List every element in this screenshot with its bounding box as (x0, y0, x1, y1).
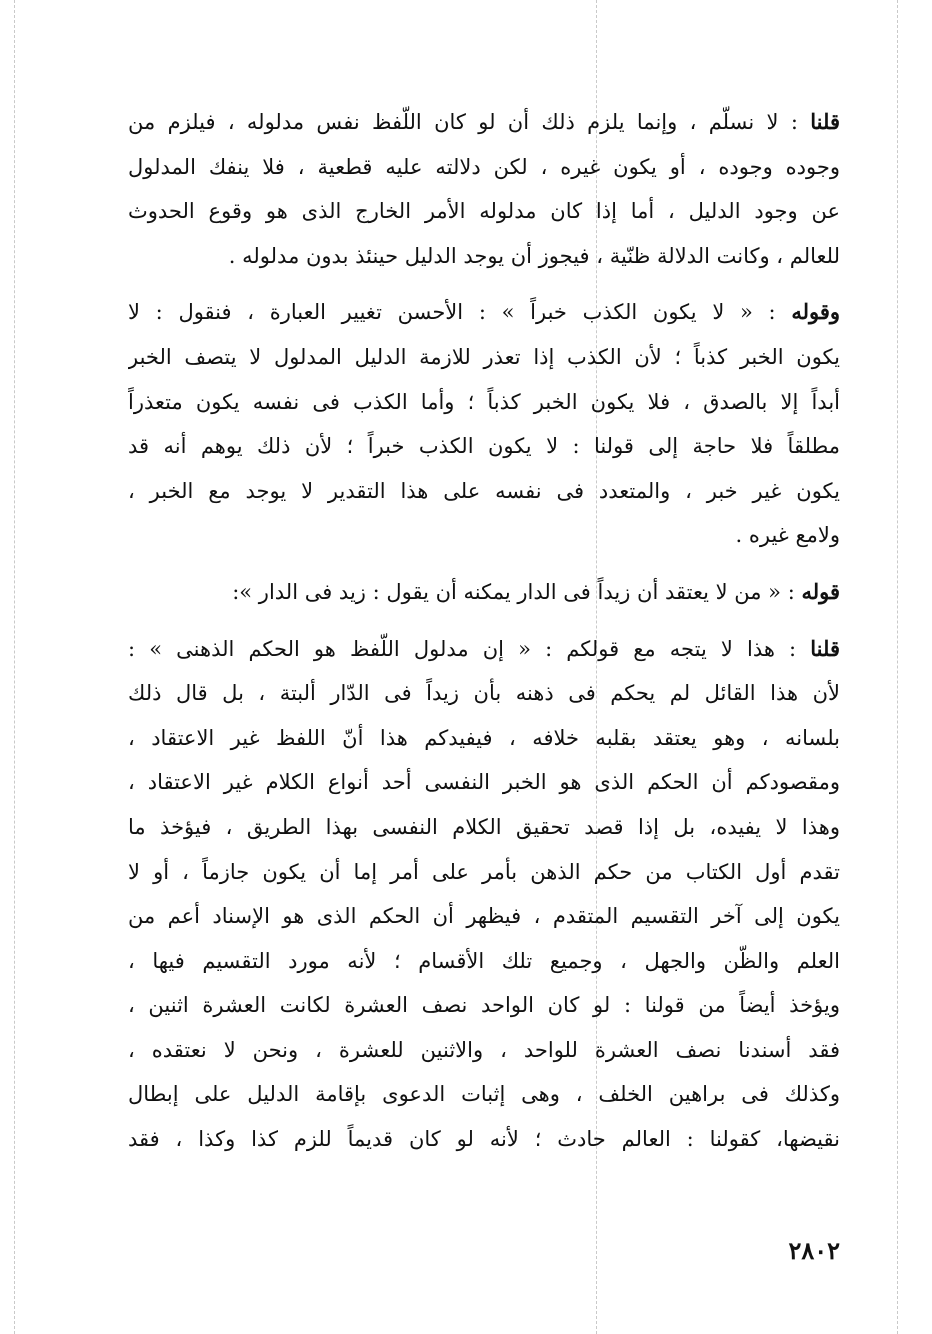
text-line: بلسانه ، وهو يعتقد بقلبه خلافه ، فيفيدكم هذا أنّ اللفظ غير الاعتقاد ، (128, 725, 840, 750)
text-line: ومقصودكم أن الحكم الذى هو الخبر النفسى أحد أنواع الكلام غير الاعتقاد ، (128, 770, 840, 795)
line-text: : لا نسلّم ، وإنما يلزم ذلك أن لو كان اللّفظ نفس مدلوله ، فيلزم من (128, 110, 811, 134)
line-text: : هذا لا يتجه مع قولكم : « إن مدلول اللّفظ هو الحكم الذهنى » : (128, 636, 811, 661)
page-body (128, 100, 840, 1162)
text-line: نقيضها، كقولنا : العالم حادث ؛ لأنه لو كان قديماً للزم كذا وكذا ، فقد (128, 1127, 840, 1152)
page-number: ٢٨٠٢ (788, 1236, 840, 1265)
paragraph-waqawluh (128, 290, 840, 558)
text-line: عن وجود الدليل ، أما إذا كان مدلوله الأمر الخارج الذى هو وقوع الحدوث (128, 199, 840, 224)
text-line: يكون غير خبر ، والمتعدد فى نفسه على هذا التقدير لا يوجد مع الخبر ، (128, 478, 840, 503)
text-line: أبداً إلا بالصدق ، فلا يكون الخبر كذباً ؛ وأما الكذب فى نفسه يكون متعذراً (128, 389, 840, 414)
text-line (128, 290, 840, 335)
line-text: : « لا يكون الكذب خبراً » : الأحسن تغيير العبارة ، فنقول : لا (128, 300, 792, 325)
paragraph-qulna-1 (128, 100, 840, 278)
text-line (128, 627, 840, 672)
text-line: يكون الخبر كذباً ؛ لأن الكذب إذا تعذر للازمة الدليل المدلول لا يتصف الخبر (128, 344, 840, 369)
text-line: يكون إلى آخر التقسيم المتقدم ، فيظهر أن الحكم الذى هو الإسناد أعم من (128, 904, 840, 929)
text-line (128, 100, 840, 145)
text-line: تقدم أول الكتاب من حكم الذهن بأمر على أمر إما أن يكون جازماً ، أو لا (128, 859, 840, 884)
text-line (128, 570, 840, 615)
text-line: مطلقاً فلا حاجة إلى قولنا : لا يكون الكذب خبراً ؛ لأن ذلك يوهم أنه قد (128, 434, 840, 459)
scan-fold-line (897, 0, 898, 1334)
text-line: وكذلك فى براهين الخلف ، وهى إثبات الدعوى بإقامة الدليل على إبطال (128, 1082, 840, 1107)
text-line: وجوده وجوده ، أو يكون غيره ، لكن دلالته عليه قطعية ، فلا ينفك المدلول (128, 154, 840, 179)
scan-fold-line (14, 0, 15, 1334)
line-text: : « من لا يعتقد أن زيداً فى الدار يمكنه أن يقول : زيد فى الدار »: (232, 579, 802, 604)
text-line: ويؤخذ أيضاً من قولنا : لو كان الواحد نصف العشرة لكانت العشرة اثنين ، (128, 993, 840, 1018)
paragraph-lead: قوله (801, 578, 840, 604)
paragraph-lead: وقوله (791, 299, 840, 325)
paragraph-lead: قلنا (810, 635, 840, 661)
text-line: ولامع غيره . (735, 523, 840, 548)
text-line: فقد أسندنا نصف العشرة للواحد ، والاثنين للعشرة ، ونحن لا نعتقده ، (128, 1037, 840, 1062)
paragraph-lead: قلنا (810, 109, 840, 134)
text-line: لأن هذا القائل لم يحكم فى ذهنه بأن زيداً فى الدّار ألبتة ، بل قال ذلك (128, 681, 840, 706)
text-line: للعالم ، وكانت الدلالة ظنّية ، فيجوز أن يوجد الدليل حينئذ بدون مدلوله . (228, 243, 840, 268)
text-line: العلم والظّن والجهل ، وجميع تلك الأقسام ؛ لأنه مورد التقسيم فيها ، (128, 948, 840, 973)
paragraph-qulna-2 (128, 627, 840, 1162)
paragraph-qawluh (128, 570, 840, 615)
text-line: وهذا لا يفيده، بل إذا قصد تحقيق الكلام النفسى بهذا الطريق ، فيؤخذ ما (128, 814, 840, 839)
